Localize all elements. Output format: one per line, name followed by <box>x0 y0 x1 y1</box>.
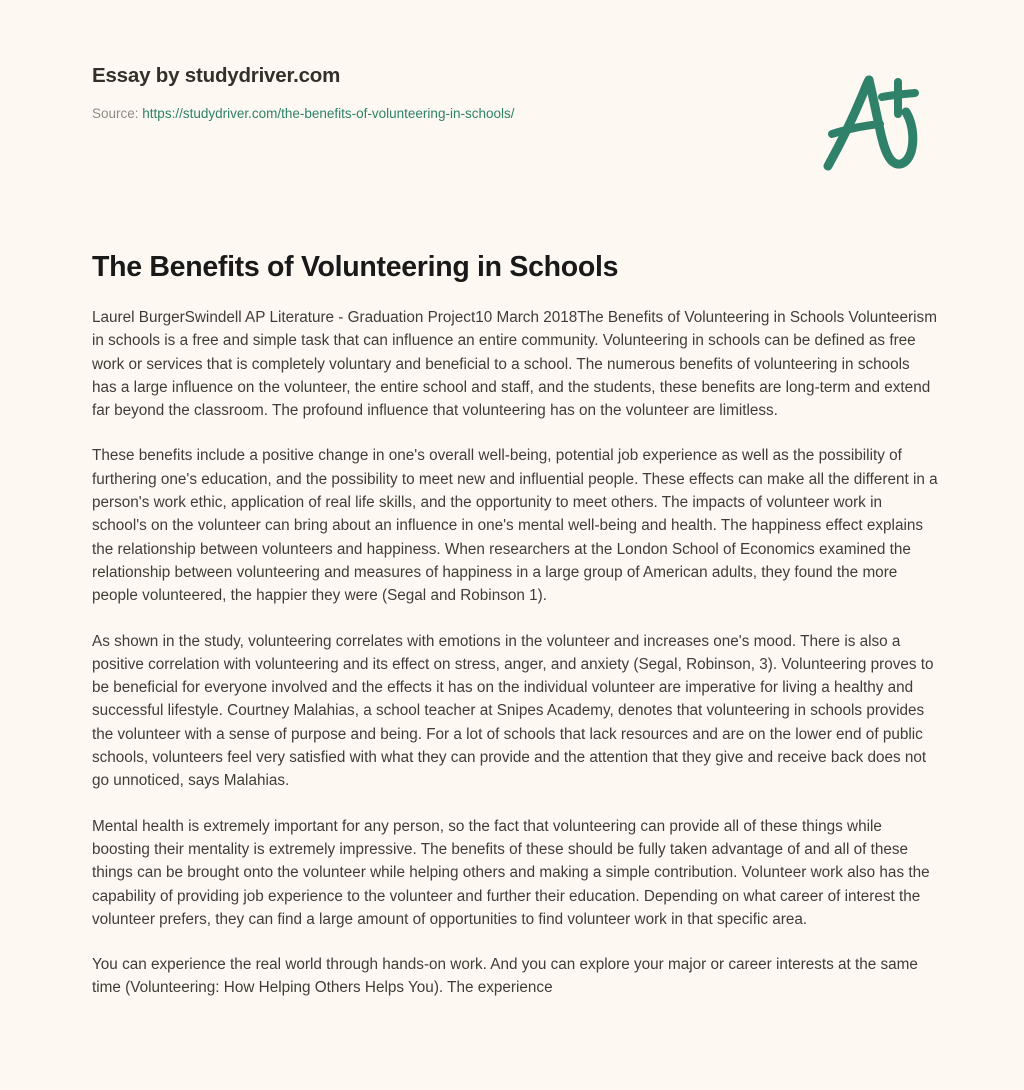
article-paragraph: Laurel BurgerSwindell AP Literature - Graduation Project10 March 2018The Benefits of Volunteering in Schools Volunteerism in schools is a free and simple task that can influence an entire community. Volunteering in schools can be defined as free work or services that is completely voluntary and beneficial to a school. The numerous benefits of volunteering in schools has a large influence on the volunteer, the entire school and staff, and the students, these benefits are long-term and extend far beyond the classroom. The profound influence that volunteering has on the volunteer are limitless. <box>92 309 937 420</box>
page-header <box>0 0 1024 190</box>
article-body <box>92 306 938 1000</box>
source-label: Source: <box>92 106 139 121</box>
article <box>92 248 938 1000</box>
source-url-link[interactable]: https://studydriver.com/the-benefits-of-volunteering-in-schools/ <box>142 106 515 121</box>
brand-block <box>92 62 792 124</box>
article-title: The Benefits of Volunteering in Schools <box>92 251 619 283</box>
a-plus-logo-icon <box>812 64 932 182</box>
article-paragraph: These benefits include a positive change in one's overall well-being, potential job experience as well as the possibility of furthering one's education, and the possibility to meet new and influential people. These effects can make all the different in a person's work ethic, application of real life skills, and the opportunity to meet others. The impacts of volunteer work in school's on the volunteer can bring about an influence in one's mental well-being and health. The happiness effect explains the relationship between volunteers and happiness. When researchers at the London School of Economics examined the relationship between volunteering and measures of happiness in a large group of American adults, they found the more people volunteered, the happier they were (Segal and Robinson 1). <box>92 447 938 605</box>
studydriver-a-plus-logo <box>812 64 932 182</box>
article-paragraph: Mental health is extremely important for any person, so the fact that volunteering can provide all of these things while boosting their mentality is extremely impressive. The benefits of these should be fully taken advantage of and all of these things can be brought onto the volunteer while helping others and making a simple contribution. Volunteer work also has the capability of providing job experience to the volunteer and further their education. Depending on what career of interest the volunteer prefers, they can find a large amount of opportunities to find volunteer work in that specific area. <box>92 817 930 928</box>
brand-title: Essay by studydriver.com <box>92 64 341 87</box>
source-line <box>92 104 792 124</box>
article-paragraph: You can experience the real world through hands-on work. And you can explore your major or career interests at the same time (Volunteering: How Helping Others Helps You). The experience <box>92 956 918 997</box>
article-paragraph: As shown in the study, volunteering correlates with emotions in the volunteer and increases one's mood. There is also a positive correlation with volunteering and its effect on stress, anger, and anxiety (Segal, Robinson, 3). Volunteering proves to be beneficial for everyone involved and the effects it has on the individual volunteer are imperative for living a healthy and successful lifestyle. Courtney Malahias, a school teacher at Snipes Academy, denotes that volunteering in schools provides the volunteer with a sense of purpose and being. For a lot of schools that lack resources and are on the lower end of public schools, volunteers feel very satisfied with what they can provide and the attention that they give and receive back does not go unnoticed, says Malahias. <box>92 632 934 790</box>
